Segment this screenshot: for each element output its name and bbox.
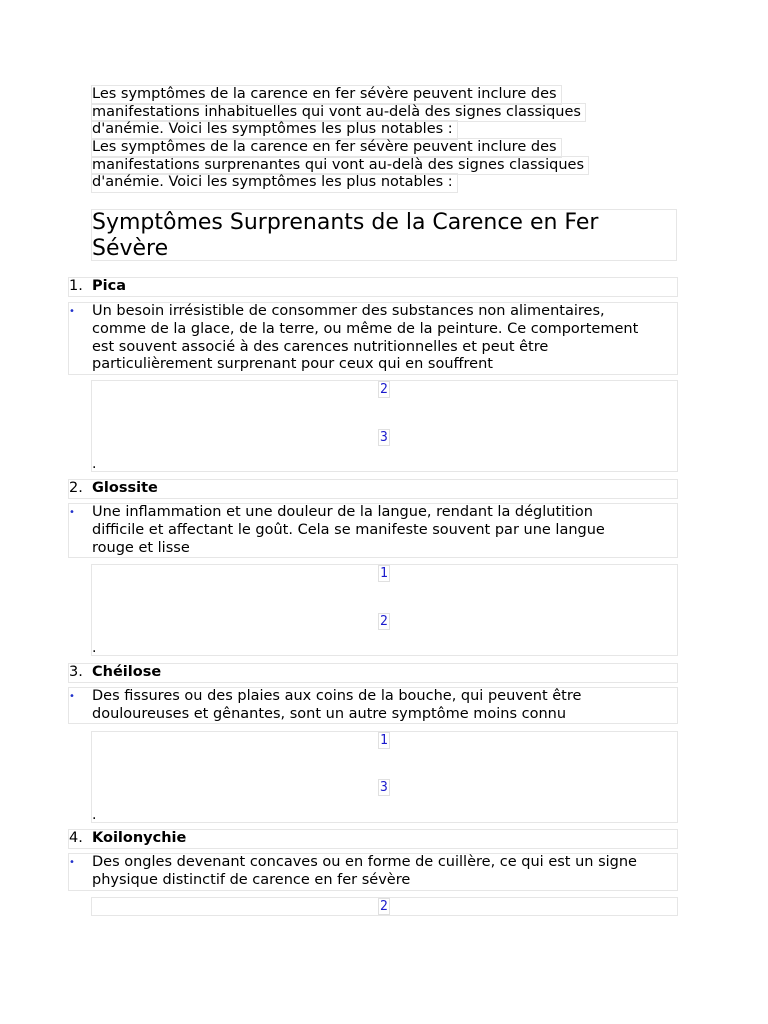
description-line: Des ongles devenant concaves ou en forme de cuillère, ce qui est un signe — [92, 854, 637, 870]
reference-link[interactable]: 2 — [380, 614, 388, 629]
symptom-item-heading — [68, 829, 678, 849]
reference-link[interactable]: 3 — [380, 430, 388, 445]
item-term: Pica — [92, 278, 126, 294]
item-number: 4. — [69, 830, 83, 846]
reference-link[interactable]: 3 — [380, 780, 388, 795]
description-text — [92, 504, 605, 557]
description-line: particulièrement surprenant pour ceux qui en souffrent — [92, 356, 493, 373]
reference-link[interactable]: 1 — [380, 733, 388, 748]
description-text — [92, 688, 581, 724]
section-heading — [92, 210, 676, 262]
period-mark: . — [92, 640, 97, 656]
symptom-description — [68, 687, 678, 724]
item-number: 1. — [69, 278, 83, 294]
description-line: difficile et affectant le goût. Cela se manifeste souvent par une langue — [92, 521, 605, 538]
references-box — [91, 380, 678, 472]
references-box — [91, 564, 678, 656]
description-text — [92, 854, 637, 890]
description-line: Des fissures ou des plaies aux coins de la bouche, qui peuvent être — [92, 688, 582, 704]
bullet-icon: • — [69, 857, 75, 868]
item-number: 3. — [69, 664, 83, 680]
intro-line: d'anémie. Voici les symptômes les plus notables : — [92, 174, 457, 192]
period-mark: . — [92, 807, 97, 823]
reference-link[interactable]: 2 — [380, 899, 388, 914]
intro-line: Les symptômes de la carence en fer sévère peuvent inclure des — [92, 139, 561, 157]
intro-paragraph — [92, 139, 676, 192]
description-line: Un besoin irrésistible de consommer des substances non alimentaires, — [92, 303, 605, 319]
bullet-icon: • — [69, 306, 75, 317]
intro-paragraph — [92, 86, 676, 139]
intro-line: Les symptômes de la carence en fer sévère peuvent inclure des — [92, 86, 561, 104]
item-number: 2. — [69, 480, 83, 496]
intro-line: manifestations surprenantes qui vont au-delà des signes classiques — [92, 157, 588, 175]
description-line: comme de la glace, de la terre, ou même de la peinture. Ce comportement — [92, 320, 639, 337]
intro-line: manifestations inhabituelles qui vont au-delà des signes classiques — [92, 104, 585, 122]
description-line: est souvent associé à des carences nutritionnelles et peut être — [92, 338, 549, 355]
symptom-item-heading — [68, 663, 678, 683]
section-heading-box — [91, 209, 677, 261]
heading-line: Sévère — [92, 236, 169, 261]
symptom-item-heading — [68, 277, 678, 297]
item-term: Chéilose — [92, 664, 162, 680]
description-text — [92, 303, 638, 374]
item-term: Glossite — [92, 480, 158, 496]
heading-line: Symptômes Surprenants de la Carence en Fer — [92, 210, 599, 235]
reference-link[interactable]: 1 — [380, 566, 388, 581]
description-line: physique distinctif de carence en fer sévère — [92, 871, 411, 888]
reference-link[interactable]: 2 — [380, 382, 388, 397]
description-line: douloureuses et gênantes, sont un autre symptôme moins connu — [92, 705, 567, 722]
bullet-icon: • — [69, 691, 75, 702]
symptom-item-heading — [68, 479, 678, 499]
symptom-description — [68, 503, 678, 558]
references-box — [91, 897, 678, 916]
item-term: Koilonychie — [92, 830, 187, 846]
symptom-description — [68, 302, 678, 375]
description-line: rouge et lisse — [92, 539, 190, 556]
period-mark: . — [92, 456, 97, 472]
references-box — [91, 731, 678, 823]
symptom-description — [68, 853, 678, 891]
bullet-icon: • — [69, 507, 75, 518]
intro-line: d'anémie. Voici les symptômes les plus notables : — [92, 121, 457, 139]
description-line: Une inflammation et une douleur de la langue, rendant la déglutition — [92, 504, 593, 520]
